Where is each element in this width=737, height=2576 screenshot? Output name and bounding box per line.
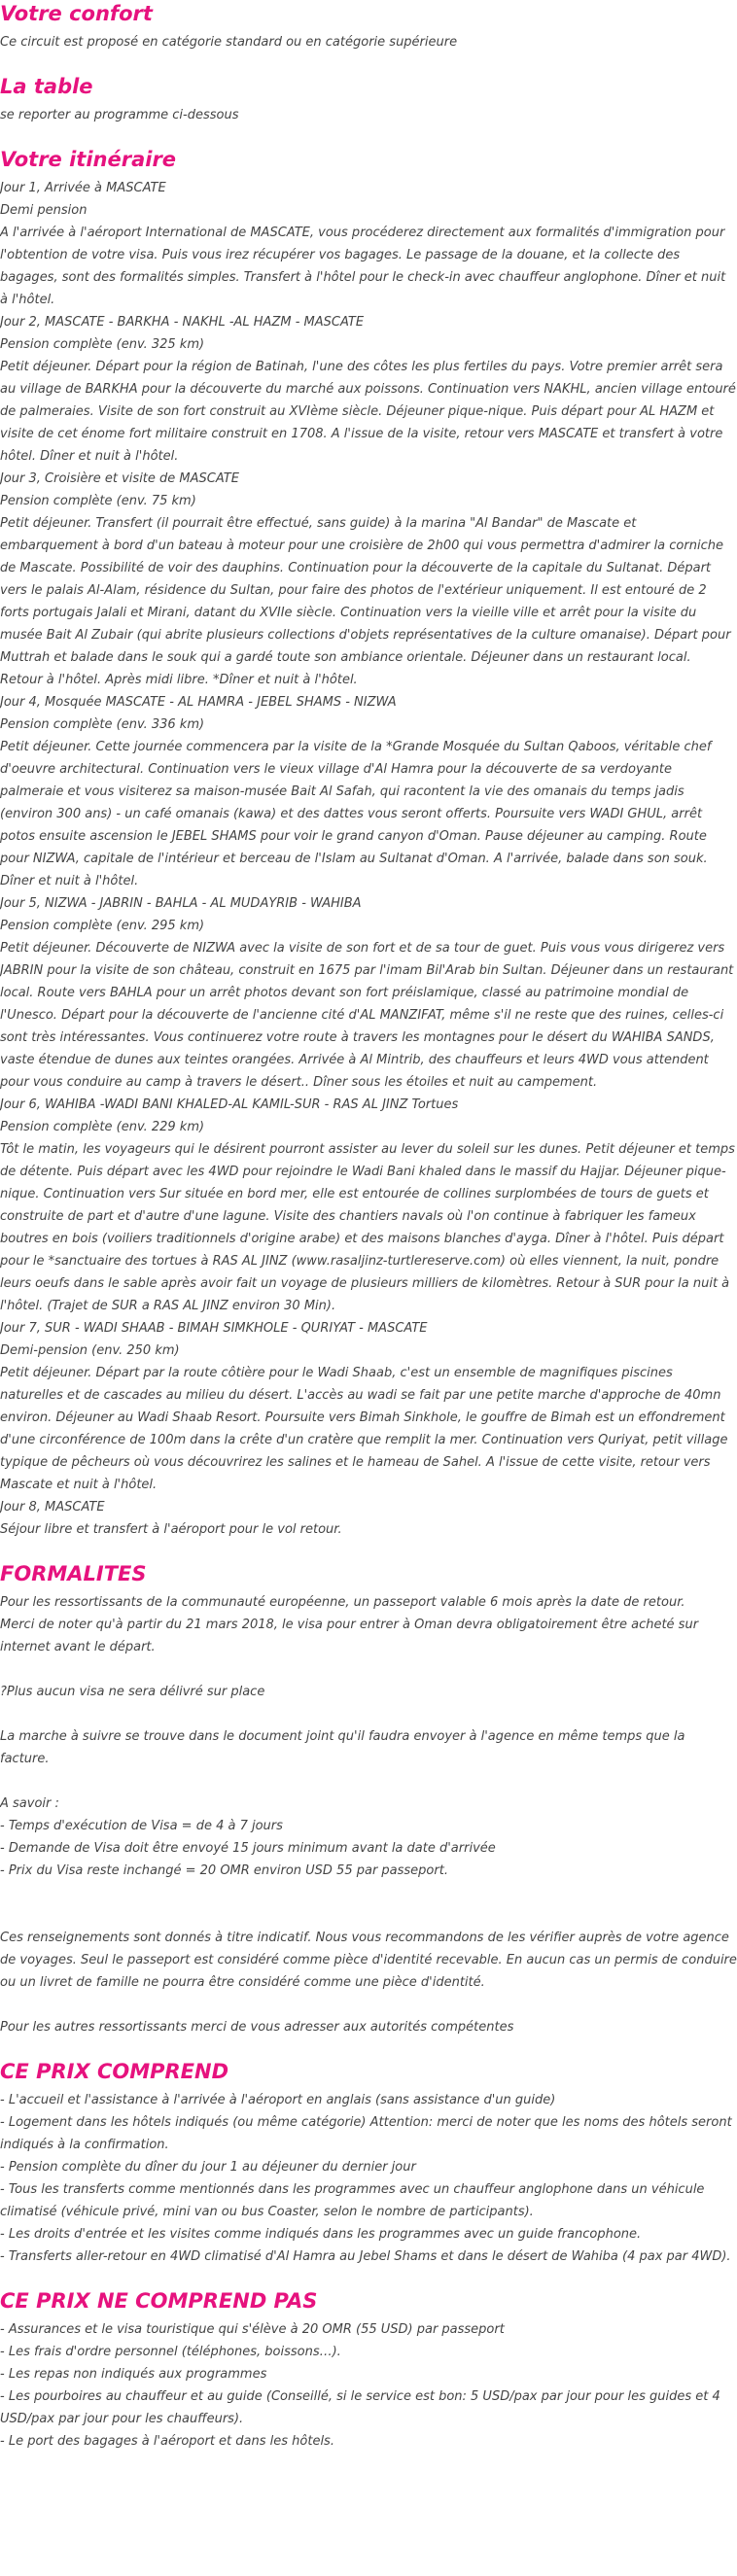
list-item: - Les repas non indiqués aux programmes: [0, 2367, 267, 2382]
day-meal: Pension complète (env. 325 km): [0, 337, 205, 352]
section-title-itineraire: Votre itinéraire: [0, 148, 177, 171]
list-item: - Les droits d'entrée et les visites comme indiqués dans les programmes avec un guide francophone.: [0, 2227, 642, 2242]
itinerary-days: [0, 177, 737, 1541]
itinerary-day: [0, 1094, 737, 1317]
list-item: - Demande de Visa doit être envoyé 15 jours minimum avant la date d'arrivée: [0, 1841, 496, 1856]
day-title: Jour 4, Mosquée MASCATE - AL HAMRA - JEBEL SHAMS - NIZWA: [0, 695, 397, 710]
list-item: - Les pourboires au chauffeur et au guide (Conseillé, si le service est bon: 5 USD/pax par jour pour les guides et 4 USD/pax par jour pour les chauffeurs).: [0, 2389, 720, 2426]
table-text: se reporter au programme ci-dessous: [0, 108, 239, 122]
formalites-savoir-title: A savoir :: [0, 1796, 59, 1811]
section-title-table: La table: [0, 75, 93, 98]
day-description: Petit déjeuner. Cette journée commencera par la visite de la *Grande Mosquée du Sultan Qaboos, véritable chef d'oeuvre architectural. Continuation vers le vieux village d'Al Hamra pour la découverte de sa verdoyante palmeraie et vous visiterez sa maison-musée Bait Al Safah, qui racontent la vie des omanais du temps jadis (environ 300 ans) - un café omanais (kawa) et des dattes vous seront offerts. Poursuite vers WADI GHUL, arrêt potos ensuite ascension le JEBEL SHAMS pour voir le grand canyon d'Oman. Pause déjeuner au camping. Route pour NIZWA, capitale de l'intérieur et berceau de l'Islam au Sultanat d'Oman. A l'arrivée, balade dans son souk. Dîner et nuit à l'hôtel.: [0, 740, 712, 888]
list-item: - Tous les transferts comme mentionnés dans les programmes avec un chauffeur anglophone dans un véhicule climatisé (véhicule privé, mini van ou bus Coaster, selon le nombre de participants).: [0, 2182, 705, 2219]
itinerary-day: [0, 468, 737, 691]
section-title-ne-comprend: CE PRIX NE COMPREND PAS: [0, 2289, 318, 2313]
itinerary-day: [0, 177, 737, 311]
section-confort: [0, 0, 737, 53]
formalites-visa-internet: Merci de noter qu'à partir du 21 mars 2018, le visa pour entrer à Oman devra obligatoirement être acheté sur internet avant le départ.: [0, 1618, 699, 1654]
day-description: Petit déjeuner. Transfert (il pourrait être effectué, sans guide) à la marina "Al Bandar" de Mascate et embarquement à bord d'un bateau à moteur pour une croisière de 2h00 qui vous permettra d'admirer la corniche de Mascate. Possibilité de voir des dauphins. Continuation pour la découverte de la capitale du Sultanat. Départ vers le palais Al-Alam, résidence du Sultan, pour faire des photos de l'extérieur uniquement. Il est entouré de 2 forts portugais Jalali et Mirani, datant du XVIIe siècle. Continuation vers la vieille ville et arrêt pour la visite du musée Bait Al Zubair (qui abrite plusieurs collections d'objets représentatives de la culture omanaise). Départ pour Muttrah et balade dans le souk qui a gardé toute son ambiance orientale. Déjeuner dans un restaurant local. Retour à l'hôtel. Après midi libre. *Dîner et nuit à l'hôtel.: [0, 516, 731, 687]
formalites-savoir-list: [0, 1815, 737, 1882]
day-description: Petit déjeuner. Départ par la route côtière pour le Wadi Shaab, c'est un ensemble de magnifiques piscines naturelles et de cascades au milieu du désert. L'accès au wadi se fait par une petite marche d'approche de 40mn environ. Déjeuner au Wadi Shaab Resort. Poursuite vers Bimah Sinkhole, le gouffre de Bimah est un effondrement d'une circonférence de 100m dans la crête d'un cratère que remplit la mer. Continuation vers Quriyat, petit village typique de pêcheurs où vous découvrirez les salines et le hameau de Sahel. A l'issue de cette visite, retour vers Mascate et nuit à l'hôtel.: [0, 1366, 728, 1492]
day-meal: Pension complète (env. 75 km): [0, 494, 196, 508]
section-itineraire: [0, 146, 737, 1541]
list-item: - Logement dans les hôtels indiqués (ou même catégorie) Attention: merci de noter que les noms des hôtels seront indiqués à la confirmation.: [0, 2115, 732, 2152]
comprend-list: [0, 2089, 737, 2268]
section-title-comprend: CE PRIX COMPREND: [0, 2060, 229, 2083]
day-description: Tôt le matin, les voyageurs qui le désirent pourront assister au lever du soleil sur les dunes. Petit déjeuner et temps de détente. Puis départ avec les 4WD pour rejoindre le Wadi Bani khaled dans le massif du Hajjar. Déjeuner pique-nique. Continuation vers Sur située en bord mer, elle est entourée de collines surplombées de tours de guets et construite de part et d'autre d'une lagune. Visite des chantiers navals où l'on continue à fabriquer les fameux boutres en bois (voiliers traditionnels d'origine arabe) et des maisons blanches d'ayga. Dîner à l'hôtel. Puis départ pour le *sanctuaire des tortues à RAS AL JINZ (www.rasaljinz-turtlereserve.com) où elles viennent, la nuit, pondre leurs oeufs dans le sable après avoir fait un voyage de plusieurs milliers de kilomètres. Retour à SUR pour la nuit à l'hôtel. (Trajet de SUR a RAS AL JINZ environ 30 Min).: [0, 1142, 735, 1313]
list-item: - Assurances et le visa touristique qui s'élève à 20 OMR (55 USD) par passeport: [0, 2322, 505, 2337]
section-ne-comprend: [0, 2287, 737, 2453]
list-item: - Le port des bagages à l'aéroport et dans les hôtels.: [0, 2434, 334, 2449]
list-item: - Pension complète du dîner du jour 1 au déjeuner du dernier jour: [0, 2160, 416, 2175]
formalites-passport: Pour les ressortissants de la communauté européenne, un passeport valable 6 mois après la date de retour.: [0, 1595, 685, 1610]
list-item: - Temps d'exécution de Visa = de 4 à 7 jours: [0, 1819, 283, 1833]
list-item: - Prix du Visa reste inchangé = 20 OMR environ USD 55 par passeport.: [0, 1863, 448, 1878]
itinerary-day: [0, 1317, 737, 1496]
confort-text: Ce circuit est proposé en catégorie standard ou en catégorie supérieure: [0, 35, 458, 50]
day-title: Jour 1, Arrivée à MASCATE: [0, 181, 166, 195]
list-item: - Transferts aller-retour en 4WD climatisé d'Al Hamra au Jebel Shams et dans le désert de Wahiba (4 pax par 4WD).: [0, 2249, 731, 2264]
day-description: Petit déjeuner. Départ pour la région de Batinah, l'une des côtes les plus fertiles du pays. Votre premier arrêt sera au village de BARKHA pour la découverte du marché aux poissons. Continuation vers NAKHL, ancien village entouré de palmeraies. Visite de son fort construit au XVIème siècle. Déjeuner pique-nique. Puis départ pour AL HAZM et visite de cet énome fort militaire construit en 1708. A l'issue de la visite, retour vers MASCATE et transfert à votre hôtel. Dîner et nuit à l'hôtel.: [0, 360, 736, 464]
day-title: Jour 2, MASCATE - BARKHA - NAKHL -AL HAZM - MASCATE: [0, 315, 365, 330]
day-title: Jour 8, MASCATE: [0, 1500, 105, 1514]
day-meal: Pension complète (env. 295 km): [0, 919, 205, 933]
section-title-confort: Votre confort: [0, 2, 153, 25]
section-table: [0, 73, 737, 126]
day-title: Jour 5, NIZWA - JABRIN - BAHLA - AL MUDAYRIB - WAHIBA: [0, 896, 362, 911]
day-title: Jour 6, WAHIBA -WADI BANI KHALED-AL KAMIL-SUR - RAS AL JINZ Tortues: [0, 1097, 459, 1112]
day-meal: Pension complète (env. 336 km): [0, 717, 205, 732]
formalites-procedure: La marche à suivre se trouve dans le document joint qu'il faudra envoyer à l'agence en même temps que la facture.: [0, 1729, 685, 1766]
day-title: Jour 3, Croisière et visite de MASCATE: [0, 471, 239, 486]
list-item: - L'accueil et l'assistance à l'arrivée à l'aéroport en anglais (sans assistance d'un guide): [0, 2093, 556, 2107]
day-description: Petit déjeuner. Découverte de NIZWA avec la visite de son fort et de sa tour de guet. Puis vous vous dirigerez vers JABRIN pour la visite de son château, construit en 1675 par l'imam Bil'Arab bin Sultan. Déjeuner dans un restaurant local. Route vers BAHLA pour un arrêt photos devant son fort préislamique, classé au patrimoine mondial de l'Unesco. Départ pour la découverte de l'ancienne cité d'AL MANZIFAT, même s'il ne reste que des ruines, celles-ci sont très intéressantes. Vous continuerez votre route à travers les montagnes pour le désert du WAHIBA SANDS, vaste étendue de dunes aux teintes orangées. Arrivée à Al Mintrib, des chauffeurs et leurs 4WD vous attendent pour vous conduire au camp à travers le désert.. Dîner sous les étoiles et nuit au campement.: [0, 941, 734, 1090]
ne-comprend-list: [0, 2318, 737, 2453]
itinerary-day: [0, 691, 737, 892]
day-title: Jour 7, SUR - WADI SHAAB - BIMAH SIMKHOLE - QURIYAT - MASCATE: [0, 1321, 428, 1336]
formalites-disclaimer: Ces renseignements sont donnés à titre indicatif. Nous vous recommandons de les vérifier auprès de votre agence de voyages. Seul le passeport est considéré comme pièce d'identité recevable. En aucun cas un permis de conduire ou un livret de famille ne pourra être considéré comme une pièce d'identité.: [0, 1931, 737, 1990]
formalites-other: Pour les autres ressortissants merci de vous adresser aux autorités compétentes: [0, 2020, 514, 2035]
list-item: - Les frais d'ordre personnel (téléphones, boissons…).: [0, 2345, 341, 2359]
section-title-formalites: FORMALITES: [0, 1562, 147, 1585]
itinerary-day: [0, 311, 737, 468]
section-comprend: [0, 2058, 737, 2268]
day-meal: Demi pension: [0, 203, 88, 218]
itinerary-day: [0, 892, 737, 1094]
day-meal: Demi-pension (env. 250 km): [0, 1343, 180, 1358]
section-formalites: [0, 1560, 737, 2038]
formalites-no-visa: ?Plus aucun visa ne sera délivré sur place: [0, 1685, 265, 1699]
day-meal: Pension complète (env. 229 km): [0, 1120, 205, 1134]
itinerary-day: [0, 1496, 737, 1541]
day-description: A l'arrivée à l'aéroport International de MASCATE, vous procéderez directement aux formalités d'immigration pour l'obtention de votre visa. Puis vous irez récupérer vos bagages. Le passage de la douane, et la collecte des bagages, sont des formalités simples. Transfert à l'hôtel pour le check-in avec chauffeur anglophone. Dîner et nuit à l'hôtel.: [0, 226, 726, 307]
day-description: Séjour libre et transfert à l'aéroport pour le vol retour.: [0, 1522, 342, 1537]
